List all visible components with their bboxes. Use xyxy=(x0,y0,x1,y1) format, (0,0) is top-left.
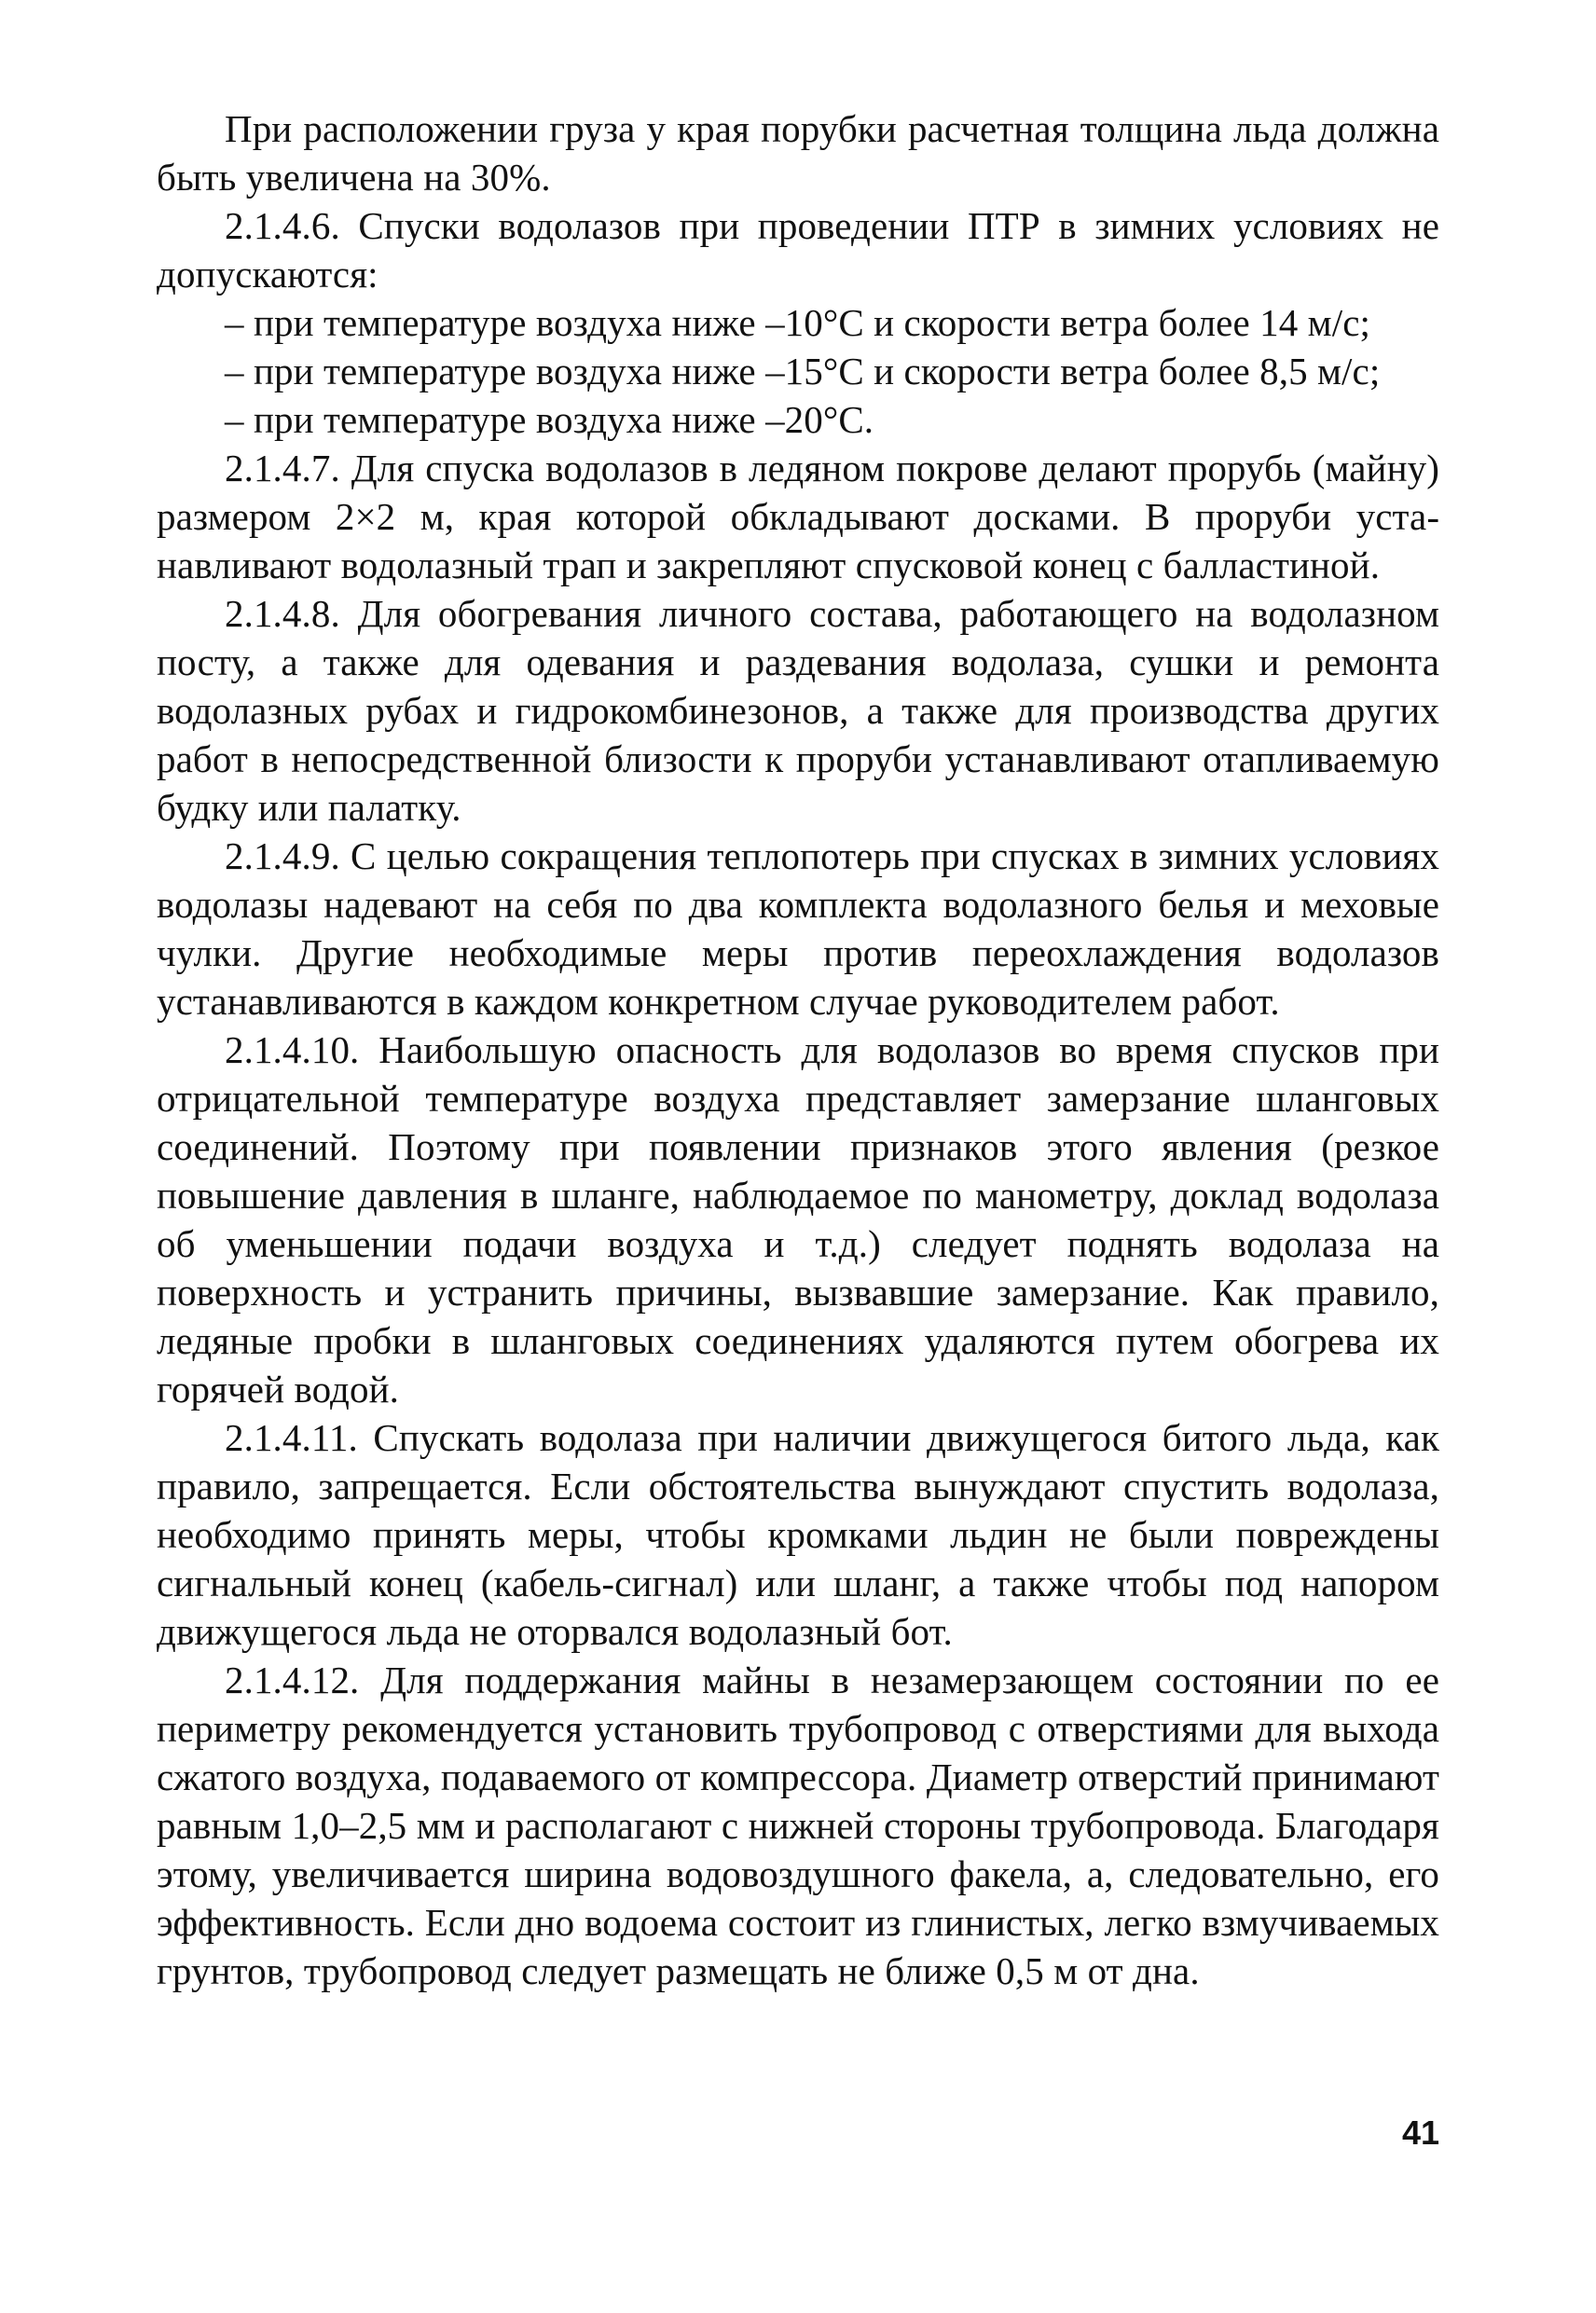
paragraph-2-1-4-12: 2.1.4.12. Для поддержания майны в незамерзающем состоянии по ее периметру рекомендуется установить трубопровод с отверстиями для выхода сжатого воздуха, подаваемого от компрессора. Диаметр отверстий принимают равным 1,0–2,5 мм и располагают с нижней стороны трубопровода. Благодаря этому, увеличивается ширина водовоздушного факела, а, следовательно, его эффективность. Если дно водоема состоит из глинистых, легко взмучиваемых грунтов, трубопровод следует размещать не ближе 0,5 м от дна. xyxy=(157,1659,1439,1992)
list-item-minus-15: – при температуре воздуха ниже –15°С и скорости ветра более 8,5 м/с; xyxy=(225,350,1381,392)
paragraph-2-1-4-10: 2.1.4.10. Наибольшую опасность для водолазов во время спусков при отрицательной температуре воздуха представляет замерзание шланговых соединений. Поэтому при появлении признаков этого явления (резкое повышение давления в шланге, наблюдаемое по манометру, доклад водолаза об уменьшении подачи воздуха и т.д.) следует поднять водолаза на поверхность и устранить причины, вызвавшие замерзание. Как правило, ледяные пробки в шланговых соединениях удаляются путем обогрева их горячей водой. xyxy=(157,1028,1439,1411)
list-item-minus-10: – при температуре воздуха ниже –10°С и скорости ветра более 14 м/с; xyxy=(225,301,1370,344)
paragraph-2-1-4-8: 2.1.4.8. Для обогревания личного состава, работающего на водолазном посту, а также для одевания и раздевания водолаза, сушки и ремонта водолазных рубах и гидрокомбинезонов, а также для производства других работ в непосредственной близости к проруби устанавливают отапливаемую будку или палатку. xyxy=(157,592,1439,829)
paragraph-load-at-edge: При расположении груза у края порубки расчетная толщина льда должна быть увеличена на 30%. xyxy=(157,107,1439,199)
paragraph-2-1-4-11: 2.1.4.11. Спускать водолаза при наличии движущегося битого льда, как правило, запрещается. Если обстоятельства вынуждают спустить водолаза, необходимо принять меры, чтобы кромками льдин не были повреждены сигнальный конец (кабель-сигнал) или шланг, а также чтобы под напором движущегося льда не оторвался водолазный бот. xyxy=(157,1416,1439,1653)
page-number: 41 xyxy=(1401,2113,1439,2152)
list-item-minus-20: – при температуре воздуха ниже –20°С. xyxy=(225,398,874,441)
paragraph-2-1-4-9: 2.1.4.9. С целью сокращения теплопотерь при спусках в зимних условиях водолазы надевают на себя по два комплекта водолазного белья и меховые чулки. Другие необходимые меры против переохлаждения водолазов устанавливаются в каждом конкретном случае руководителем работ. xyxy=(157,834,1439,1023)
paragraph-2-1-4-6: 2.1.4.6. Спуски водолазов при проведении ПТР в зимних условиях не допускаются: xyxy=(157,204,1439,296)
paragraph-2-1-4-7: 2.1.4.7. Для спуска водолазов в ледяном покрове делают прорубь (майну) размером 2×2 м, края которой обкладывают досками. В проруби устанавливают водолазный трап и закрепляют спусковой конец с балластиной. xyxy=(157,447,1439,586)
